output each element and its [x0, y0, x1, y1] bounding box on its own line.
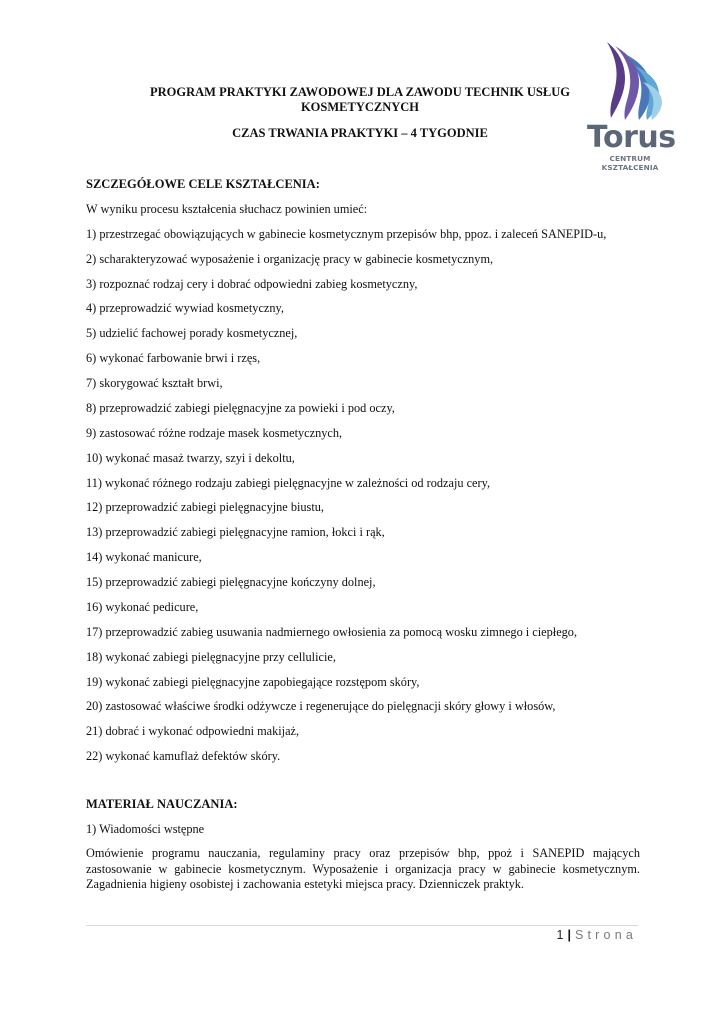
section-paragraph: Omówienie programu nauczania, regulaminy pracy oraz przepisów bhp, ppoż i SANEPID mających zastosowanie w gabinecie kosmetycznym. Wyposażenie i organizacja pracy w gabinecie kosmetycznym. Zagadnienia higieny osobistej i zachowania estetyki miejsca pracy. Dzienniczek praktyk.: [86, 846, 640, 891]
logo-subtitle: CENTRUM KSZTAŁCENIA: [601, 154, 659, 172]
goal-item: 20) zastosować właściwe środki odżywcze i regenerujące do pielęgnacji skóry głowy i włosów,: [86, 699, 556, 713]
goal-item: 4) przeprowadzić wywiad kosmetyczny,: [86, 301, 284, 315]
page-footer: [557, 928, 637, 942]
goal-item: 5) udzielić fachowej porady kosmetycznej,: [86, 326, 298, 340]
logo-name: Torus: [587, 120, 676, 155]
goal-item: 11) wykonać różnego rodzaju zabiegi pielęgnacyjne w zależności od rodzaju cery,: [86, 476, 491, 490]
duration-title: CZAS TRWANIA PRAKTYKI – 4 TYGODNIE: [232, 126, 488, 140]
material-heading: MATERIAŁ NAUCZANIA:: [86, 797, 238, 811]
footer-separator: |: [567, 928, 571, 942]
goal-item: 19) wykonać zabiegi pielęgnacyjne zapobiegające rozstępom skóry,: [86, 675, 420, 689]
goal-item: 16) wykonać pedicure,: [86, 600, 199, 614]
goal-item: 13) przeprowadzić zabiegi pielęgnacyjne ramion, łokci i rąk,: [86, 525, 385, 539]
goal-item: 15) przeprowadzić zabiegi pielęgnacyjne kończyny dolnej,: [86, 575, 376, 589]
goal-item: 22) wykonać kamuflaż defektów skóry.: [86, 749, 281, 763]
title-line-1: PROGRAM PRAKTYKI ZAWODOWEJ DLA ZAWODU TECHNIK USŁUG: [150, 85, 570, 99]
goal-item: 8) przeprowadzić zabiegi pielęgnacyjne za powieki i pod oczy,: [86, 401, 395, 415]
goal-item: 2) scharakteryzować wyposażenie i organizację pracy w gabinecie kosmetycznym,: [86, 252, 494, 266]
goal-item: 14) wykonać manicure,: [86, 550, 202, 564]
title-line-2: KOSMETYCZNYCH: [300, 100, 420, 114]
footer-divider: [86, 925, 638, 926]
goals-heading: SZCZEGÓŁOWE CELE KSZTAŁCENIA:: [86, 177, 320, 191]
goal-item: 1) przestrzegać obowiązujących w gabinecie kosmetycznym przepisów bhp, ppoz. i zaleceń SANEPID-u,: [86, 227, 607, 241]
goal-item: 12) przeprowadzić zabiegi pielęgnacyjne biustu,: [86, 500, 324, 514]
goal-item: 7) skorygować kształt brwi,: [86, 376, 223, 390]
section-title: 1) Wiadomości wstępne: [86, 822, 205, 836]
goal-item: 6) wykonać farbowanie brwi i rzęs,: [86, 351, 261, 365]
goal-item: 3) rozpoznać rodzaj cery i dobrać odpowiedni zabieg kosmetyczny,: [86, 277, 418, 291]
goal-item: 9) zastosować różne rodzaje masek kosmetycznych,: [86, 426, 343, 440]
goals-intro: W wyniku procesu kształcenia słuchacz powinien umieć:: [86, 202, 368, 216]
page-number: 1: [556, 928, 564, 942]
goal-item: 17) przeprowadzić zabieg usuwania nadmiernego owłosienia za pomocą wosku zimnego i ciepłego,: [86, 625, 578, 639]
goal-item: 18) wykonać zabiegi pielęgnacyjne przy cellulicie,: [86, 650, 336, 664]
goal-item: 10) wykonać masaż twarzy, szyi i dekoltu,: [86, 451, 295, 465]
goal-item: 21) dobrać i wykonać odpowiedni makijaż,: [86, 724, 300, 738]
document-title: [86, 85, 634, 115]
page-word: Strona: [574, 928, 637, 942]
